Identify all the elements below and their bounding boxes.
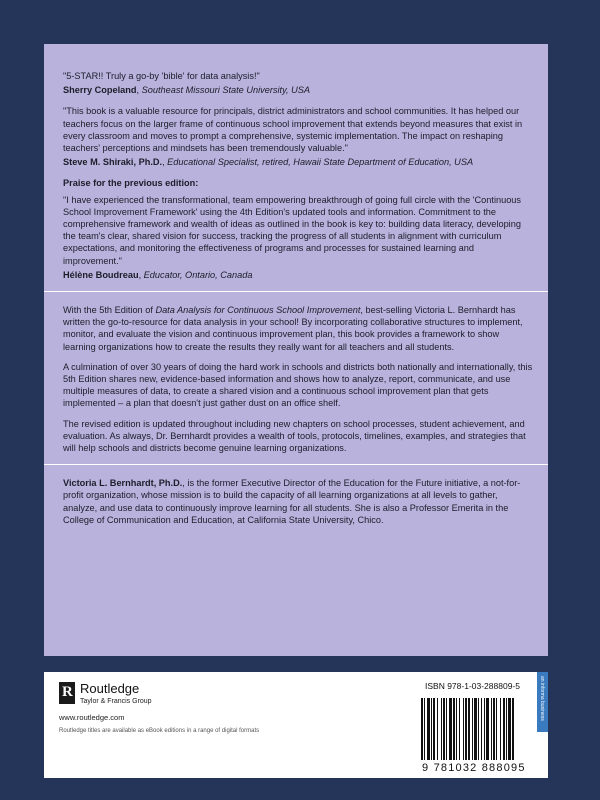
review-quote-1: "5-STAR!! Truly a go-by 'bible' for data analysis!" — [63, 71, 260, 81]
informa-side-label — [537, 672, 548, 732]
description-paragraph-2: A culmination of over 30 years of doing the hard work in schools and districts both nationally and internationally, this 5th Edition shares new, evidence-based information and shows how to analyze, report, communicate, and use multiple measures of data, to create a shared vision and a continuous school improvement plan that gets implemented – a plan that doesn't just gather dust on an office shelf. — [63, 361, 533, 409]
routledge-logo-icon — [59, 682, 75, 704]
side-label-text: an informa business — [539, 676, 545, 721]
previous-reviewer-affiliation: Educator, Ontario, Canada — [143, 269, 253, 280]
reviewer-name-1: Sherry Copeland — [63, 85, 137, 96]
publisher-footer — [44, 672, 548, 778]
author-bio-text: , is the former Executive Director of the Education for the Future initiative, a not-for-profit organization, whose mission is to build the capacity of all learning organizations at all levels to gather, analyze, and use data to continuously improve learning for all students. She is also a Professor Emerita in the College of Communication and Education, at California State University, Chico. — [63, 478, 521, 525]
description-p1-end: , best-selling Victoria L. Bernhardt has written the go-to-resource for data analysis in your school! By incorporating collaborative structures to implement, monitor, and evaluate the vision and continuous improvement plan, this book provides a framework to show learning organizations how to create the results they really want for all teachers and all students. — [63, 305, 523, 352]
barcode-number: 9 781032 888095 — [422, 762, 526, 774]
previous-review-quote: "I have experienced the transformational, team empowering breakthrough of going full circle with the 'Continuous School Improvement Framework' using the 4th Edition's updated tools and information. Commitment to the comprehensive framework and wealth of ideas as outlined in the book is key to: building data literacy, developing the team's clear, shared vision for success, tracking the progress of all students in alignment with curriculum expectations, and monitoring the effectiveness of programs and processes for sustained learning and improvement." — [63, 194, 522, 266]
reviewer-name-2: Steve M. Shiraki, Ph.D. — [63, 157, 163, 168]
logo-letter: R — [62, 684, 73, 700]
author-bio — [63, 477, 534, 526]
section-divider-2 — [44, 464, 548, 465]
review-quote-2: "This book is a valuable resource for principals, district administrators and school communities. It has helped our teachers focus on the larger frame of continuous school improvement that extends beyond measures that exist in every classroom and moves to prompt a comprehensive, systemic implementation. The impact on reshaping teachers' perceptions and mindsets has been tremendously valuable." — [63, 106, 523, 154]
previous-review-attribution: Hélène Boudreau, Educator, Ontario, Canada — [63, 269, 253, 280]
previous-edition-heading: Praise for the previous edition: — [63, 178, 199, 189]
publisher-website[interactable]: www.routledge.com — [59, 713, 125, 722]
description-p1-start: With the 5th Edition of — [63, 305, 156, 316]
publisher-group: Taylor & Francis Group — [80, 698, 152, 705]
author-name: Victoria L. Bernhardt, Ph.D. — [63, 478, 183, 489]
ebook-note: Routledge titles are available as eBook editions in a range of digital formats — [59, 728, 260, 734]
section-divider — [44, 291, 548, 292]
description-paragraph-1 — [63, 304, 534, 353]
isbn-label: ISBN 978-1-03-288809-5 — [425, 681, 520, 691]
reviewer-affiliation-2: Educational Specialist, retired, Hawaii State Department of Education, USA — [167, 157, 474, 168]
back-cover-text-panel — [44, 44, 548, 656]
publisher-name: Routledge — [80, 681, 140, 696]
review-attribution-1: Sherry Copeland, Southeast Missouri State University, USA — [63, 85, 310, 96]
description-paragraph-3: The revised edition is updated throughout including new chapters on school processes, student achievement, and evaluation. As always, Dr. Bernhardt provides a wealth of tools, protocols, timelines, examples, and strategies that will help schools and districts become genuine learning organizations. — [63, 418, 526, 454]
previous-reviewer-name: Hélène Boudreau — [63, 269, 139, 280]
reviewer-affiliation-1: Southeast Missouri State University, USA — [141, 85, 310, 96]
review-attribution-2: Steve M. Shiraki, Ph.D., Educational Specialist, retired, Hawaii State Department of Education, USA — [63, 157, 474, 168]
book-title: Data Analysis for Continuous School Improvement — [155, 305, 361, 316]
